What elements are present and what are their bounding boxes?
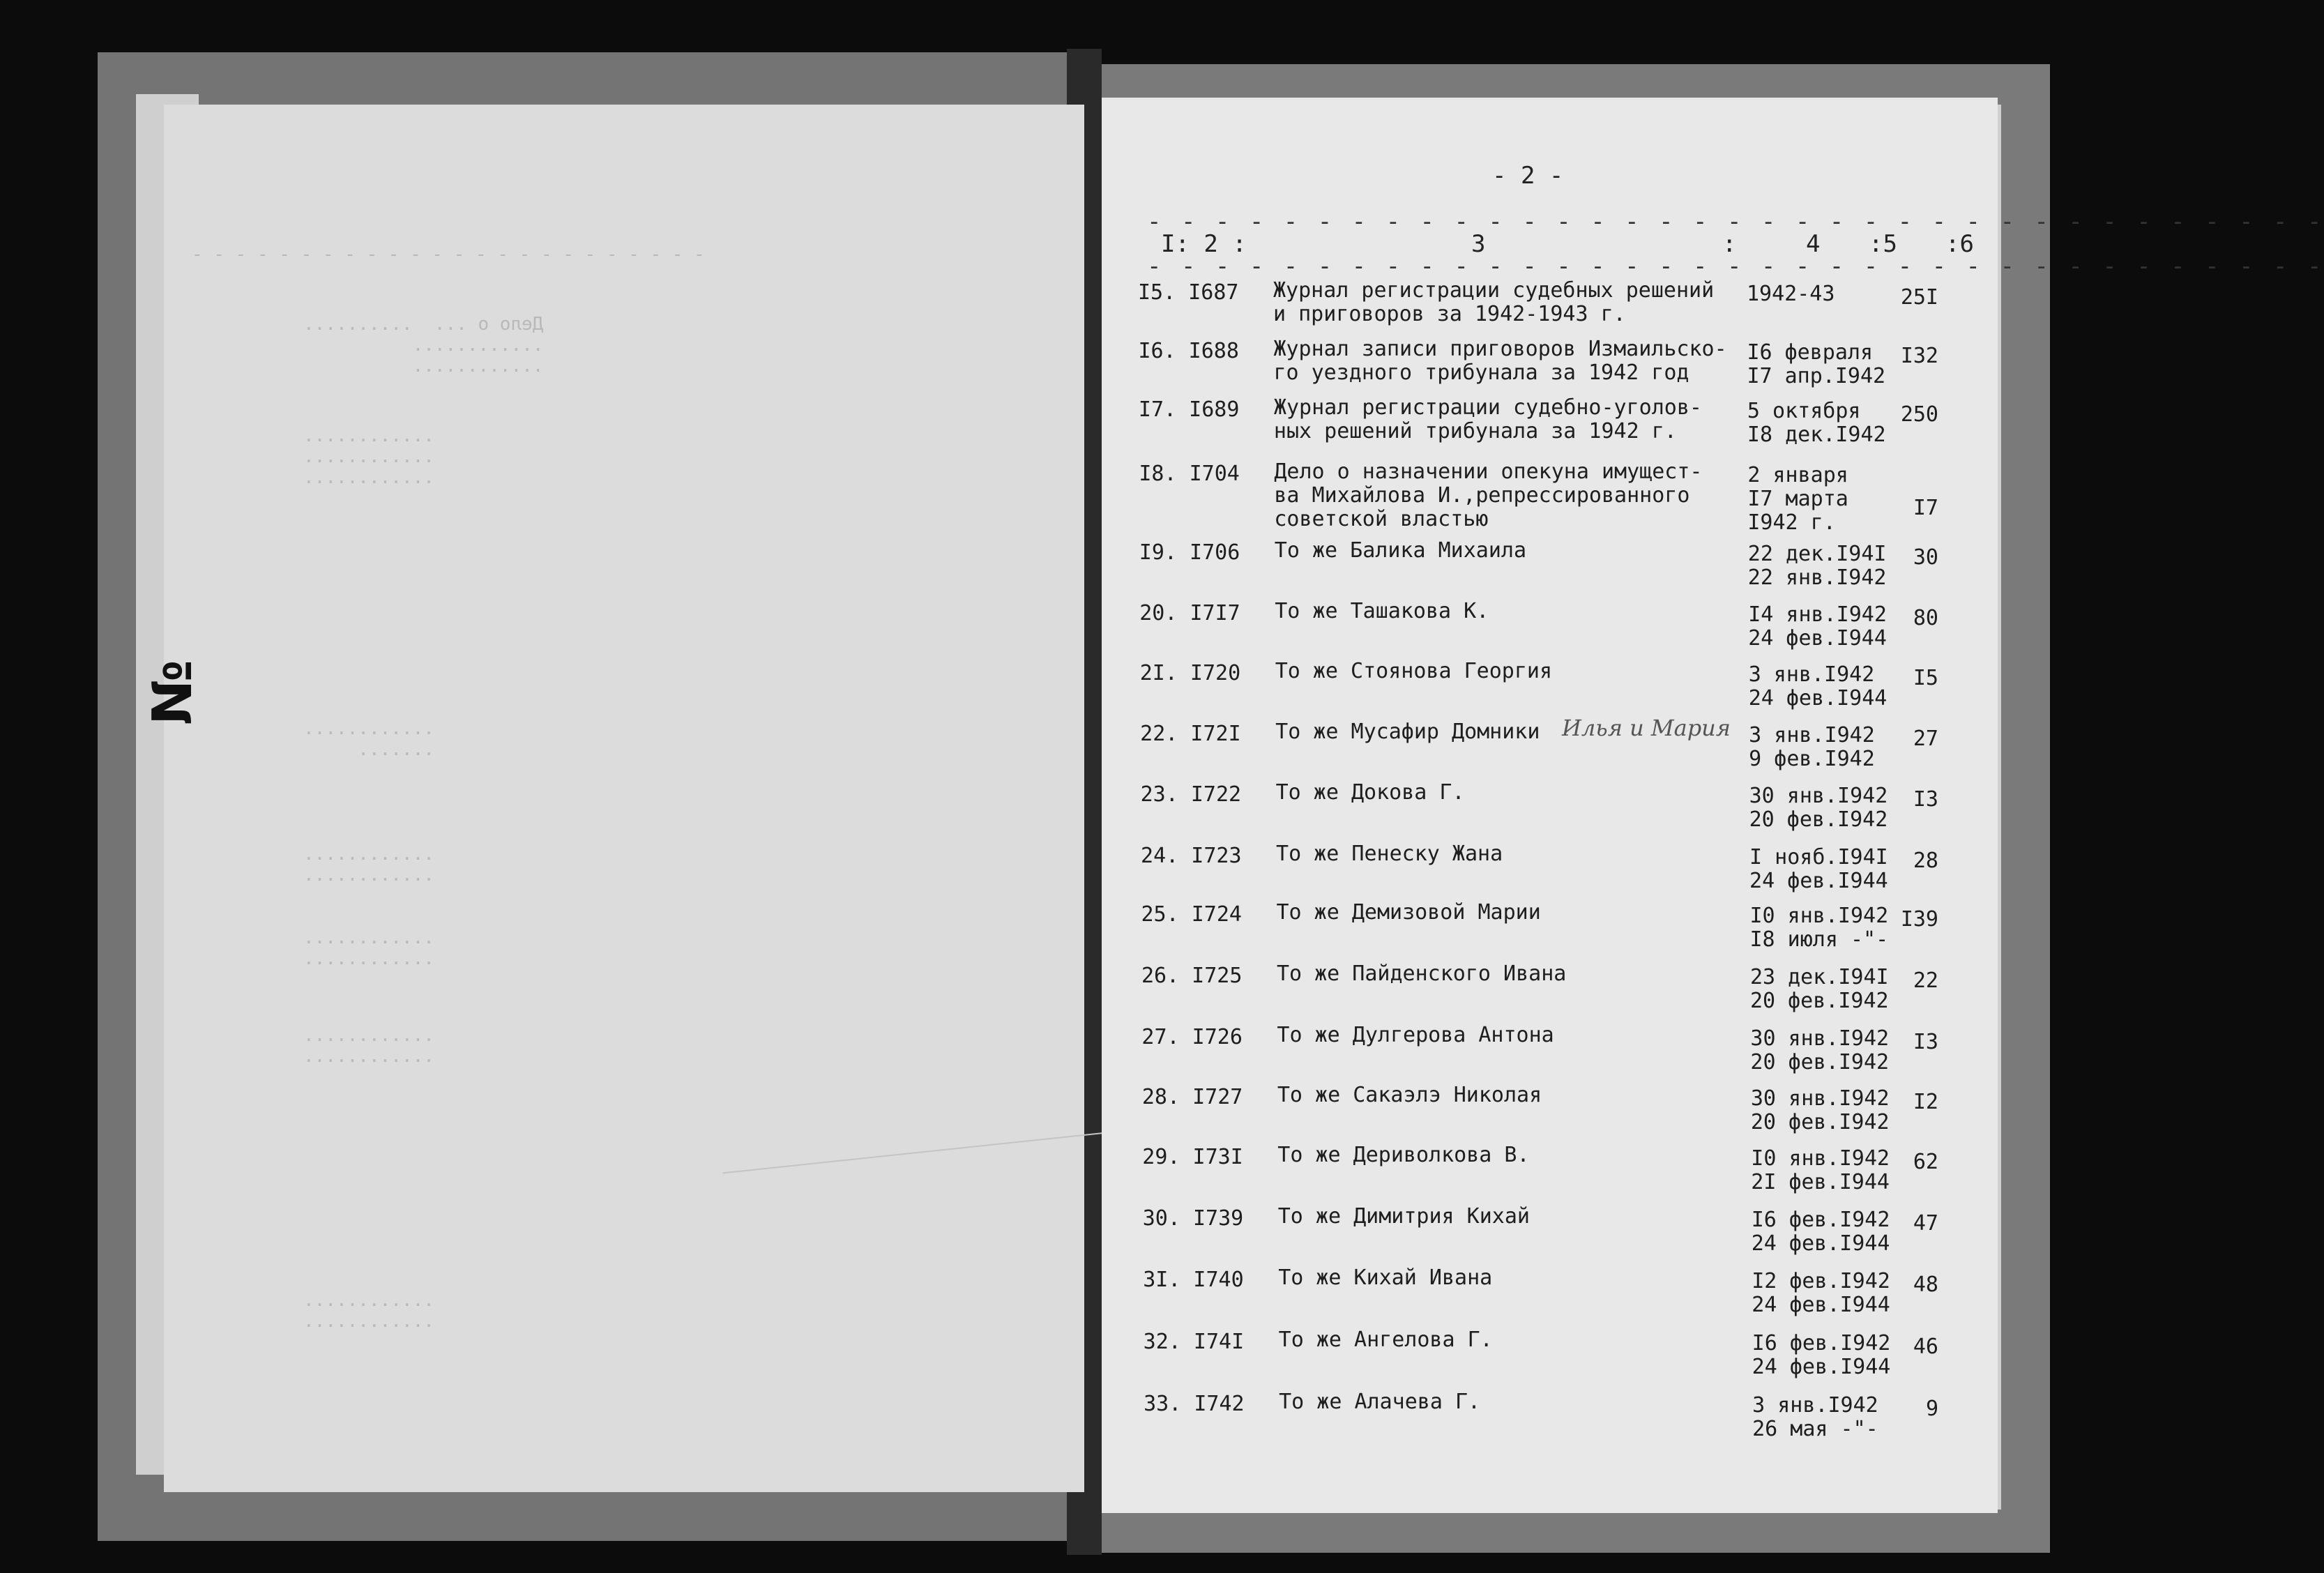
row-number: 20. I7I7: [1139, 601, 1240, 625]
row-sheets: I3: [1913, 1030, 1938, 1054]
row-dates: 3 янв.I942 24 фев.I944: [1748, 662, 1888, 710]
row-dates: 23 дек.I94I 20 фев.I942: [1749, 965, 1889, 1013]
row-dates: I0 янв.I942 I8 июля -"-: [1749, 904, 1889, 952]
row-sheets: 80: [1913, 606, 1938, 630]
row-dates: I6 фев.I942 24 фев.I944: [1751, 1208, 1890, 1256]
left-page: [164, 105, 1084, 1492]
row-title: Журнал записи приговоров Измаильско- го уездного трибунала за 1942 год: [1273, 337, 1727, 385]
row-sheets: I3: [1913, 787, 1938, 812]
row-number: 26. I725: [1141, 964, 1243, 988]
row-number: 30. I739: [1142, 1206, 1244, 1231]
row-sheets: 22: [1913, 968, 1938, 993]
row-sheets: 28: [1913, 849, 1938, 873]
row-dates: I6 фев.I942 24 фев.I944: [1752, 1331, 1891, 1379]
bleed-through-text: ............ .......: [303, 718, 434, 760]
row-number: 25. I724: [1141, 902, 1242, 927]
row-sheets: I32: [1900, 344, 1938, 368]
row-number: 22. I72I: [1140, 722, 1241, 746]
row-dates: 5 октября I8 дек.I942: [1747, 399, 1886, 447]
row-number: I7. I689: [1138, 397, 1240, 422]
column-header-6: :6: [1945, 230, 1974, 258]
handwritten-note: Илья и Мария: [1562, 715, 1731, 741]
row-sheets: I39: [1900, 907, 1938, 932]
row-sheets: 250: [1900, 402, 1938, 427]
row-dates: 3 янв.I942 9 фев.I942: [1749, 723, 1875, 771]
row-dates: 1942-43: [1747, 282, 1835, 306]
row-sheets: 30: [1913, 545, 1938, 570]
row-number: 27. I726: [1141, 1025, 1243, 1049]
row-number: 24. I723: [1141, 844, 1242, 868]
row-number: 33. I742: [1144, 1392, 1245, 1416]
row-sheets: 46: [1913, 1335, 1938, 1359]
row-title: То же Пайденского Ивана: [1276, 962, 1567, 986]
row-number: I8. I704: [1139, 462, 1240, 486]
row-title: То же Докова Г.: [1275, 780, 1465, 805]
row-title: То же Дериволкова В.: [1277, 1143, 1530, 1167]
bleed-through-text: ............ ............: [303, 1290, 434, 1332]
bleed-through-text: ............ ............ ............: [303, 425, 434, 488]
row-number: 23. I722: [1140, 782, 1242, 807]
row-dates: 3 янв.I942 26 мая -"-: [1752, 1393, 1878, 1441]
row-sheets: 47: [1913, 1211, 1938, 1236]
row-sheets: 27: [1913, 727, 1938, 751]
row-sheets: I2: [1913, 1090, 1938, 1114]
row-title: То же Кихай Ивана: [1278, 1266, 1493, 1290]
row-dates: 22 дек.I94I 22 янв.I942: [1747, 542, 1887, 590]
row-dates: I0 янв.I942 2I фев.I944: [1751, 1146, 1890, 1194]
row-sheets: I5: [1913, 666, 1938, 690]
row-title: То же Ташакова К.: [1275, 599, 1489, 623]
row-sheets: 62: [1913, 1150, 1938, 1174]
row-title: Дело о назначении опекуна имущест- ва Михайлова И.,репрессированного советской властью: [1274, 459, 1703, 531]
row-number: 29. I73I: [1142, 1145, 1243, 1169]
row-dates: 2 января I7 марта I942 г.: [1747, 463, 1848, 535]
column-header-4: 4: [1806, 230, 1821, 258]
row-title: Журнал регистрации судебных решений и приговоров за 1942-1943 г.: [1273, 278, 1715, 326]
header-rule-top: - - - - - - - - - - - - - - - - - - - - - - - - - - - - - - - - - - -: [1147, 208, 2324, 236]
row-dates: I4 янв.I942 24 фев.I944: [1748, 602, 1887, 651]
bleed-through-text: ............ ............: [303, 1025, 434, 1067]
row-number: I9. I706: [1139, 540, 1240, 565]
row-title: То же Стоянова Георгия: [1275, 659, 1553, 683]
bleed-through-text: ............ ............: [303, 927, 434, 969]
row-dates: I нояб.I94I 24 фев.I944: [1749, 845, 1888, 893]
bleed-through-text: ............ ............: [303, 844, 434, 886]
row-title: То же Ангелова Г.: [1278, 1328, 1493, 1352]
folder-mark: №: [142, 660, 204, 725]
header-rule-bottom: - - - - - - - - - - - - - - - - - - - - - - - - - - - - - - - - - - -: [1147, 252, 2324, 280]
row-number: 32. I74I: [1143, 1330, 1245, 1354]
row-title: То же Демизовой Марии: [1276, 900, 1541, 925]
row-title: То же Димитрия Кихай: [1277, 1204, 1530, 1229]
bleed-through-text: - - - - - - - - - - - - - - - - - - - - - - - -: [192, 244, 705, 265]
row-dates: 30 янв.I942 20 фев.I942: [1749, 784, 1888, 832]
row-title: То же Сакаэлэ Николая: [1277, 1083, 1542, 1107]
row-dates: 30 янв.I942 20 фев.I942: [1750, 1026, 1890, 1074]
row-dates: I6 февраля I7 апр.I942: [1747, 340, 1886, 388]
row-title: То же Алачева Г.: [1279, 1390, 1481, 1414]
column-header-1-2: I: 2 :: [1161, 230, 1247, 258]
row-title: Журнал регистрации судебно-уголов- ных решений трибунала за 1942 г.: [1273, 395, 1702, 443]
row-dates: 30 янв.I942 20 фев.I942: [1750, 1086, 1890, 1134]
row-number: 2I. I720: [1139, 661, 1241, 685]
row-sheets: I7: [1913, 496, 1938, 520]
row-number: 3I. I740: [1143, 1268, 1244, 1292]
row-sheets: 48: [1913, 1272, 1938, 1297]
column-header-3: 3: [1471, 230, 1486, 258]
page-number: - 2 -: [1492, 162, 1564, 190]
row-sheets: 9: [1925, 1397, 1938, 1421]
row-sheets: 25I: [1900, 285, 1938, 310]
row-dates: I2 фев.I942 24 фев.I944: [1752, 1269, 1890, 1317]
column-header-sep: :: [1722, 230, 1737, 258]
row-title: То же Дулгерова Антона: [1277, 1023, 1554, 1047]
row-title: То же Мусафир Домники: [1275, 720, 1540, 744]
row-number: 28. I727: [1141, 1085, 1243, 1109]
bleed-through-text: Дело о ... .......... ............ ............: [303, 314, 544, 377]
column-header-5: :5: [1869, 230, 1897, 258]
row-title: То же Пенеску Жана: [1276, 842, 1503, 866]
paper-crease: [723, 1129, 1139, 1174]
row-number: I6. I688: [1138, 339, 1239, 363]
row-title: То же Балика Михаила: [1274, 538, 1527, 563]
row-number: I5. I687: [1138, 280, 1239, 305]
